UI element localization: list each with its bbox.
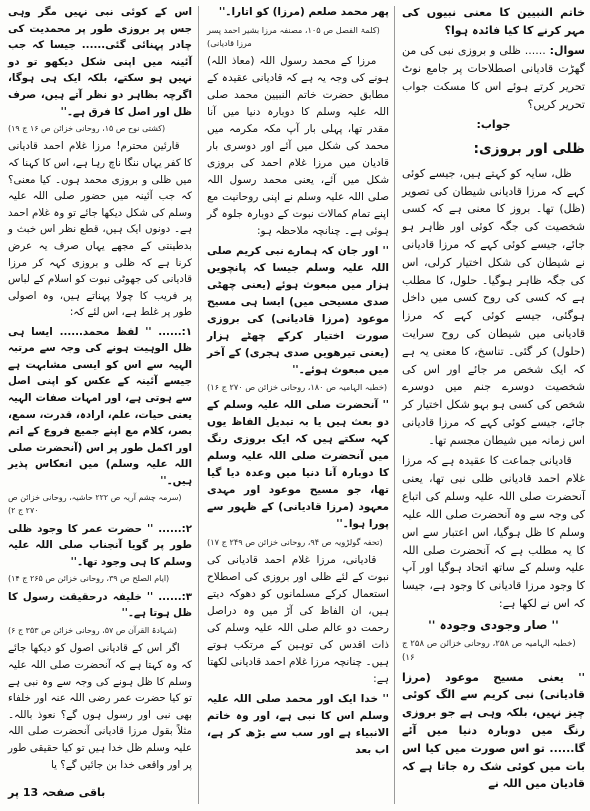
continued-on-page-note: باقی صفحہ 13 پر — [8, 786, 106, 799]
reference: (ایام الصلح ص ۳۹، روحانی خزائن ص ۲۶۵ ج ۱۴) — [8, 574, 170, 584]
section-heading: ظلی اور بروزی: — [473, 141, 585, 158]
right-column — [398, 4, 587, 806]
reference: (خطبہ الہامیہ ص ۲۵۸، روحانی خزائن ص ۲۵۸ ج ۱۶) — [402, 638, 576, 663]
reference: (کشتی نوح ص ۱۵، روحانی خزائن ص ۱۶ ج ۱۹) — [8, 123, 166, 133]
quote: پھر محمد صلعم (مرزا) کو اتارا۔'' — [218, 6, 389, 18]
intro-question: خاتم النبیین کا معنی نبیوں کی مہر کرنے کا کیا فائدہ ہوا؟ — [402, 6, 585, 37]
question-label: سوال: — [549, 44, 585, 58]
middle-column — [203, 4, 392, 806]
left-column — [6, 4, 196, 784]
question-text: ...... ظلی و بروزی نبی کی من گھڑت قادیانی اصطلاحات پر جامع نوٹ تحریر کرتے ہوئے اس کا مسکت جواب تحریر کریں؟ — [402, 44, 585, 111]
paragraph: اگر اس کے قادیانی اصول کو دیکھا جائے کہ وہ کہتا ہے کہ آنحضرت صلی اللہ علیہ وسلم کا ظل ہونے کی وجہ سے وہ نبی ہے تو کیا حضرت عمر رضی اللہ عنہ اور خلفاء بھی نبی اور رسول ہوں گے؟ نعوذ باللہ۔ مثلاً بقول مرزا قادیانی آنحضرت صلی اللہ علیہ وسلم ظل خدا ہیں تو کیا حقیقی طور پر اور واقعی خدا بن جائیں گے؟ یا — [8, 642, 192, 771]
reference: (شہادۃ القرآن ص ۵۷، روحانی خزائن ص ۳۵۳ ج ۶) — [8, 625, 177, 635]
paragraph: ظل، سایہ کو کہتے ہیں، جیسے کوئی کہے کہ مرزا قادیانی شیطان کی تصویر (ظل) تھا۔ بروز کا معنی ہے کہ کسی شخصیت کی جگہ کوئی اور ظاہر ہو جائے، جیسے کوئی کہے کہ مرزا قادیانی نے شیطان کی شکل اختیار کرلی، اس کی جگہ ظاہر ہوگیا۔ حلول، کا مطلب ہے کہ کسی کی روح کسی میں داخل ہوگئی، جیسے کوئی کہے کہ مرزا قادیانی میں شیطان کی روح سرایت (حلول) کر گئی۔ تناسخ، کا معنی یہ ہے کہ ایک شخص مر جائے اور اس کی شخصیت دوسرے جنم میں دوسرے شخص کی کسی ہو بہو شکل اختیار کر جائے، جیسے کوئی کہے کہ مرزا قادیانی اس زمانہ میں شیطان مجسم تھا۔ — [402, 166, 585, 447]
numbered-quote: ۱:...... '' لفظ محمد...... ایسا ہی ظل الوہیت ہونے کی وجہ سے مرتبہ الہیہ سے اس کو ایسی مشابہت ہے جیسے آئینہ کے عکس کو اپنی اصل سے ہوتی ہے، اور امہات صفات الہیہ یعنی حیات، علم، ارادہ، قدرت، سمع، بصر، کلام مع اپنے جمیع فروع کے اتم اور اکمل طور پر اس (آنحضرت صلی اللہ علیہ وسلم) میں انعکاس پذیر ہیں۔'' — [8, 325, 192, 487]
quote: '' صار وجودی وجودہ '' — [428, 617, 559, 632]
quote: '' اور جان کہ ہمارے نبی کریم صلی اللہ علیہ وسلم جیسا کہ پانچویں ہزار میں مبعوث ہوئے (یعنی چھٹی صدی مسیحی میں) ایسا ہی مسیح موعود (مرزا قادیانی) کی بروزی صورت اختیار کرکے چھٹے ہزار (یعنی تیرھویں صدی ہجری) کے آخر میں مبعوث ہوئے۔'' — [207, 244, 389, 376]
answer-label: جواب: — [476, 118, 511, 132]
quote: '' خدا ایک اور محمد صلی اللہ علیہ وسلم اس کا نبی ہے، اور وہ خاتم الانبیاء ہے اور سب سے بڑھ کر ہے، اب بعد — [207, 692, 389, 756]
paragraph: مرزا کے محمد رسول اللہ (معاذ اللہ) ہونے کی وجہ یہ ہے کہ قادیانی عقیدہ کے مطابق حضرت خاتم النبیین محمد صلی اللہ علیہ وسلم کا دوبارہ دنیا میں آنا مقدر تھا، پہلی بار آپ مکہ مکرمہ میں محمد کی شکل میں آئے اور دوسری بار قادیان میں مرزا غلام احمد کی بروزی شکل میں آئے، یعنی محمد رسول اللہ صلی اللہ علیہ وسلم نے اپنی روحانیت مع اپنے تمام کمالات نبوت کے دوبارہ جلوہ گر ہوئی ہے۔ چنانچہ ملاحظہ ہو: — [207, 54, 389, 237]
quote: '' یعنی مسیح موعود (مرزا قادیانی) نبی کریم سے الگ کوئی چیز نہیں، بلکہ وہی ہے جو بروزی رنگ میں دوبارہ دنیا میں آئے گا...... تو اس صورت میں کیا اس بات میں کوئی شک رہ جاتا ہے کہ قادیان میں اللہ نے — [402, 670, 585, 791]
quote: '' آنحضرت صلی اللہ علیہ وسلم کے دو بعث ہیں یا بہ تبدیل الفاظ یوں کہہ سکتے ہیں کہ ایک بروزی رنگ میں آنحضرت صلی اللہ علیہ وسلم کا دوبارہ آنا دنیا میں وعدہ دیا گیا تھا، جو مسیح موعود اور مہدی معہود (مرزا قادیانی) کے ظہور سے پورا ہوا۔'' — [207, 399, 389, 531]
quote: اس کے کوئی نبی نہیں مگر وہی جس پر بروزی طور پر محمدیت کی چادر پہنائی گئی...... جیسا کہ جب آئینہ میں اپنی شکل دیکھو تو دو نہیں ہو سکتے، بلکہ ایک ہی ہوگا، اگرچہ بظاہر دو نظر آتے ہیں، صرف ظل اور اصل کا فرق ہے۔'' — [8, 6, 192, 118]
paragraph: قارئین محترم! مرزا غلام احمد قادیانی کا کفر یہاں ننگا ناچ رہا ہے، اس کا کہنا کہ میں ظلی و بروزی محمد ہوں۔ کیا معنی؟ کہ جب آئینہ میں حضور صلی اللہ علیہ وسلم کی شکل دیکھا جائے تو وہ غلام احمد ہے۔ دونوں ایک ہیں، قطع نظر اس خبث و بدطینتی کے مجھے یہاں صرف یہ عرض کرنا ہے کہ ظلی و بروزی کہہ کر مرزا قادیانی کی جھوٹی نبوت کو اسلام کے لباس پر فریب کا چولا پہناتے ہیں، وہ اصولی طور پر غلط ہے، اس لئے کہ: — [8, 140, 192, 319]
numbered-quote: ۳:...... '' خلیفہ درحقیقت رسول کا ظل ہوتا ہے۔'' — [8, 590, 192, 620]
paragraph: قادیانی، مرزا غلام احمد قادیانی کی نبوت کے لئے ظلی اور بروزی کی اصطلاح استعمال کرکے مسلمانوں کو دھوکہ دیتے ہیں، ان الفاظ کی آڑ میں وہ دراصل رحمت دو عالم صلی اللہ علیہ وسلم کی ذات اقدس کی توہین کے مرتکب ہوتے ہیں۔ چنانچہ مرزا غلام احمد قادیانی لکھتا ہے: — [207, 554, 389, 686]
numbered-quote: ۲:...... '' حضرت عمر کا وجود ظلی طور پر گویا آنجناب صلی اللہ علیہ وسلم کا ہی وجود تھا۔'' — [8, 522, 192, 568]
column-divider — [394, 6, 395, 804]
paragraph: قادیانی جماعت کا عقیدہ ہے کہ مرزا غلام احمد قادیانی ظلی نبی تھا، یعنی آنحضرت صلی اللہ علیہ وسلم کی اتباع کی وجہ سے وہ آنحضرت صلی اللہ علیہ وسلم کا ظل ہوگیا، اس اعتبار سے اس کا یہ مطلب ہے کہ آنحضرت صلی اللہ علیہ وسلم کے ساتھ اتحاد ہوگیا اور آپ کا وجود مرزا قادیانی کا وجود ہے، جیسا کہ اس نے لکھا ہے: — [402, 454, 585, 610]
question — [402, 42, 585, 113]
reference: (کلمۃ الفصل ص ۱۰۵، مصنفہ مرزا بشیر احمد پسر مرزا قادیانی) — [207, 24, 380, 48]
reference: (سرمہ چشم آریہ ص ۲۲۲ حاشیہ، روحانی خزائن ص ۲۷۰ ج ۲) — [8, 493, 182, 516]
reference: (خطبہ الہامیہ ص ۱۸۰، روحانی خزائن ص ۲۷۰ ج ۱۶) — [207, 382, 388, 393]
column-divider — [198, 6, 199, 804]
reference: (تحفہ گولڑویہ ص ۹۴، روحانی خزائن ص ۲۴۹ ج ۱۷) — [207, 536, 383, 547]
